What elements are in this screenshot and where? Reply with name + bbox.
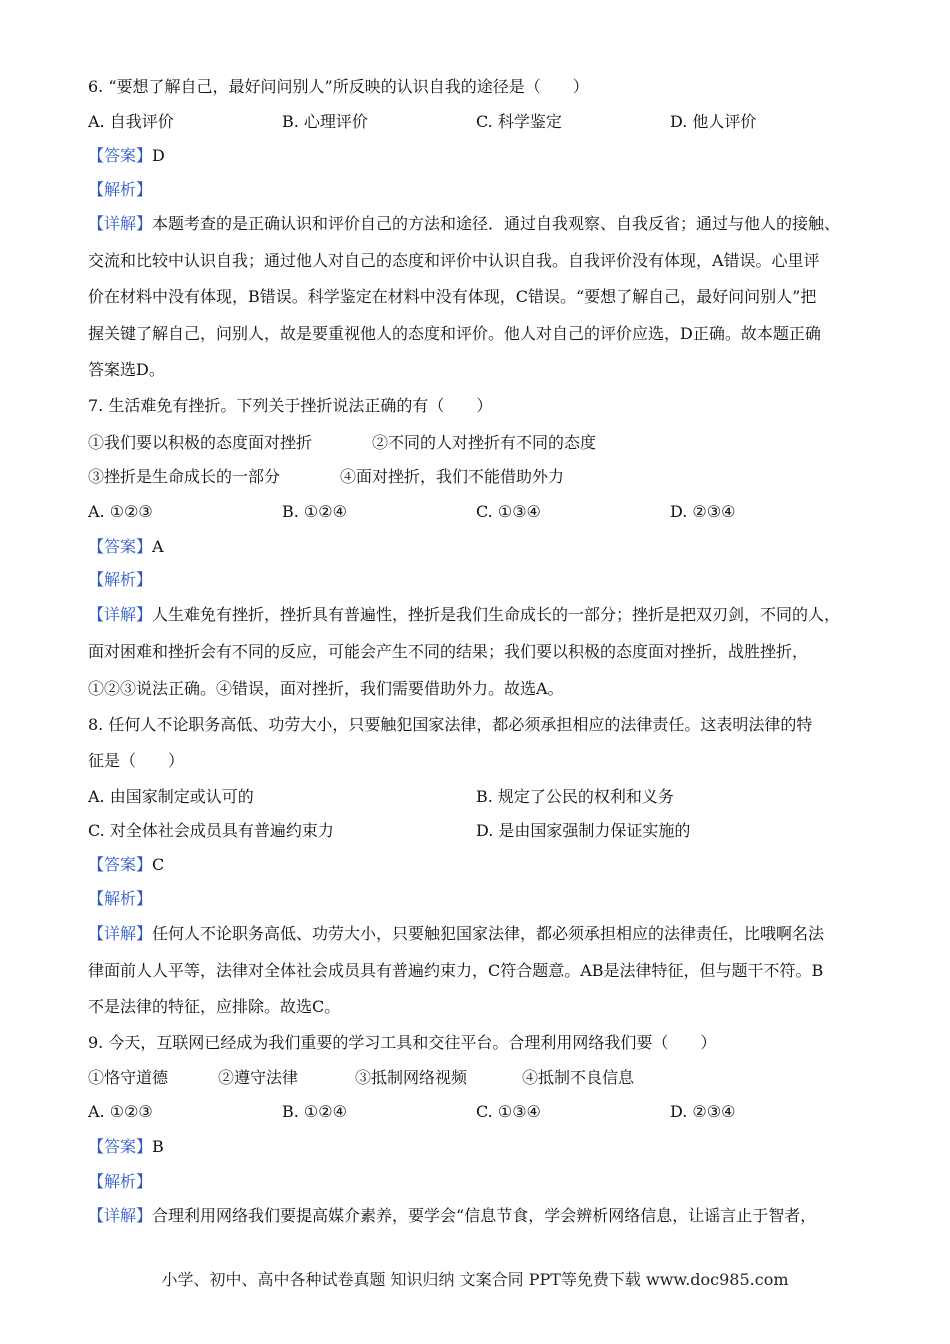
q7-option-b: B. ①②④	[282, 502, 347, 521]
q8-analysis-tag: 【解析】	[88, 889, 153, 908]
q9-analysis-tag: 【解析】	[88, 1172, 153, 1191]
q8-stem: 8. 任何人不论职务高低、功劳大小，只要触犯国家法律，都必须承担相应的法律责任。这表明法律的特	[88, 715, 813, 734]
q6-option-d: D. 他人评价	[670, 112, 757, 131]
q7-statement: ③挫折是生命成长的一部分	[88, 467, 281, 486]
answer-tag: 【答案】	[88, 855, 153, 874]
q9-option-c: C. ①③④	[476, 1102, 541, 1121]
q8-detail-line: 【详解】任何人不论职务高低、功劳大小，只要触犯国家法律，都必须承担相应的法律责任，比哦啊名法	[88, 924, 825, 943]
q7-stem: 7. 生活难免有挫折。下列关于挫折说法正确的有（ ）	[88, 396, 493, 415]
q7-analysis-tag: 【解析】	[88, 570, 153, 589]
q6-option-a: A. 自我评价	[88, 112, 174, 131]
detail-tag: 【详解】	[88, 605, 153, 624]
q9-statement: ③抵制网络视频	[355, 1068, 468, 1087]
detail-tag: 【详解】	[88, 214, 153, 233]
q9-statement: ②遵守法律	[218, 1068, 299, 1087]
q6-detail-line: 握关键了解自己，问别人，故是要重视他人的态度和评价。他人对自己的评价应选，D正确。故本题正确	[88, 324, 821, 343]
q7-option-a: A. ①②③	[88, 502, 153, 521]
q8-option-b: B. 规定了公民的权利和义务	[476, 787, 674, 806]
answer-value: A	[152, 537, 164, 556]
page-footer: 小学、初中、高中各种试卷真题 知识归纳 文案合同 PPT等免费下载 www.doc985.com	[161, 1270, 789, 1289]
q9-option-a: A. ①②③	[88, 1102, 153, 1121]
q7-statement: ④面对挫折，我们不能借助外力	[340, 467, 565, 486]
q8-option-c: C. 对全体社会成员具有普遍约束力	[88, 821, 334, 840]
q8-option-d: D. 是由国家强制力保证实施的	[476, 821, 691, 840]
q7-answer	[88, 537, 878, 557]
answer-tag: 【答案】	[88, 537, 153, 556]
q7-detail-line: 【详解】人生难免有挫折，挫折具有普遍性，挫折是我们生命成长的一部分；挫折是把双刃剑，不同的人，	[88, 605, 841, 624]
q7-statement: ①我们要以积极的态度面对挫折	[88, 433, 313, 452]
q6-stem: 6. “要想了解自己，最好问问别人”所反映的认识自我的途径是（ ）	[88, 77, 589, 96]
detail-tag: 【详解】	[88, 924, 153, 943]
answer-value: B	[152, 1137, 164, 1156]
answer-tag: 【答案】	[88, 1137, 153, 1156]
q9-detail-line: 【详解】合理利用网络我们要提高媒介素养，要学会“信息节食，学会辨析网络信息，让谣言止于智者，	[88, 1206, 817, 1225]
q7-detail-line: 面对困难和挫折会有不同的反应，可能会产生不同的结果；我们要以积极的态度面对挫折，战胜挫折，	[88, 642, 809, 661]
q7-option-c: C. ①③④	[476, 502, 541, 521]
q9-stem: 9. 今天，互联网已经成为我们重要的学习工具和交往平台。合理利用网络我们要（ ）	[88, 1033, 717, 1052]
answer-value: D	[152, 146, 165, 165]
q6-option-c: C. 科学鉴定	[476, 112, 562, 131]
q7-detail-line: ①②③说法正确。④错误，面对挫折，我们需要借助外力。故选A。	[88, 679, 564, 698]
q7-option-d: D. ②③④	[670, 502, 736, 521]
q6-detail-line: 答案选D。	[88, 360, 165, 379]
q9-statement: ①恪守道德	[88, 1068, 169, 1087]
q6-detail-line: 【详解】本题考查的是正确认识和评价自己的方法和途径．通过自我观察、自我反省；通过与他人的接触、	[88, 214, 841, 233]
q7-statement: ②不同的人对挫折有不同的态度	[372, 433, 597, 452]
q9-statement: ④抵制不良信息	[522, 1068, 635, 1087]
q6-detail-line: 交流和比较中认识自我；通过他人对自己的态度和评价中认识自我。自我评价没有体现，A错误。心里评	[88, 251, 820, 270]
q8-detail-line: 不是法律的特征，应排除。故选C。	[88, 997, 341, 1016]
q6-answer	[88, 146, 878, 166]
q6-detail-line: 价在材料中没有体现，B错误。科学鉴定在材料中没有体现，C错误。“要想了解自己，最好问问别人”把	[88, 287, 817, 306]
q9-answer	[88, 1137, 878, 1157]
q8-option-a: A. 由国家制定或认可的	[88, 787, 254, 806]
q6-option-b: B. 心理评价	[282, 112, 368, 131]
q9-option-b: B. ①②④	[282, 1102, 347, 1121]
answer-value: C	[152, 855, 165, 874]
q8-detail-line: 律面前人人平等，法律对全体社会成员具有普遍约束力，C符合题意。AB是法律特征，但与题干不符。B	[88, 961, 824, 980]
q8-stem: 征是（ ）	[88, 751, 185, 770]
q9-option-d: D. ②③④	[670, 1102, 736, 1121]
answer-tag: 【答案】	[88, 146, 153, 165]
q8-answer	[88, 855, 878, 875]
detail-tag: 【详解】	[88, 1206, 153, 1225]
q6-analysis-tag: 【解析】	[88, 180, 153, 199]
